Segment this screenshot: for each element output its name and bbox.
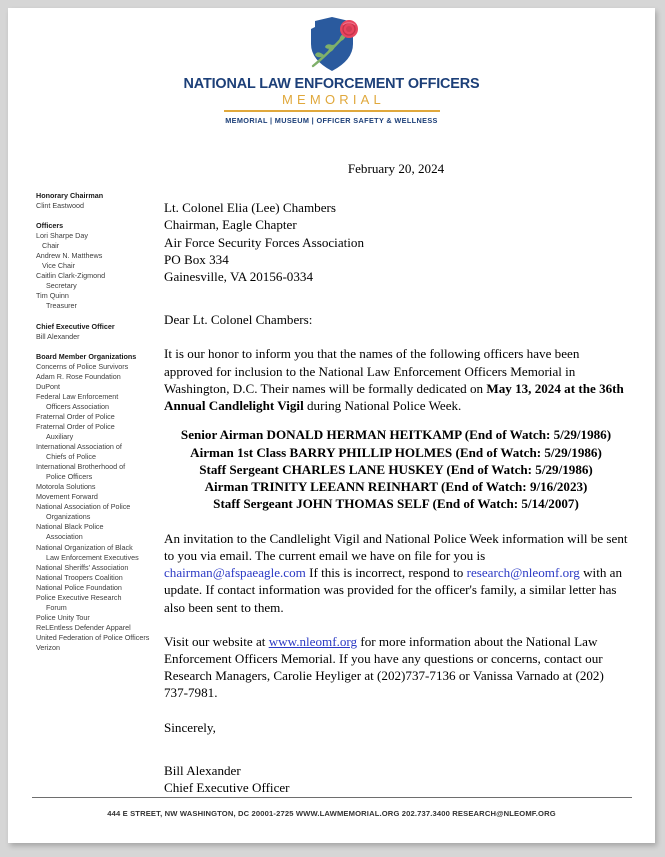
sidebar-entry: Verizon [36,642,60,652]
sidebar-entry: Federal Law Enforcement [36,391,119,401]
logo-subtitle: MEMORIAL [282,92,385,107]
para2-part2: If this is incorrect, respond to [305,565,467,581]
para3-part1: Visit our website at [164,633,269,649]
logo-divider [224,110,440,112]
sidebar-section-gap [36,312,158,322]
sidebar-entry: Tim Quinn [36,291,69,301]
sidebar-entry: National Sheriffs' Association [36,562,129,572]
footer-divider [32,797,632,798]
sidebar-entry: Concerns of Police Survivors [36,361,129,371]
address-line: Gainesville, VA 20156-0334 [164,269,313,285]
logo-badge [8,14,655,74]
sidebar-entry: National Police Foundation [36,582,122,592]
address-line: Air Force Security Forces Association [164,234,365,250]
sidebar-entry: International Association of [36,442,122,452]
sidebar-entry: Police Executive Research [36,592,122,602]
email-link-chairman[interactable]: chairman@afspaeagle.com [164,565,306,581]
sidebar-section-heading: Honorary Chairman [36,191,104,200]
para1-bold-date: May 13, 2024 at the 36th Annual Candlelight Vigil [164,380,624,414]
honoree-list [164,426,628,512]
sidebar-entry: Chiefs of Police [46,452,96,462]
sidebar-entry: International Brotherhood of [36,462,126,472]
paragraph-website [164,633,628,702]
sidebar-entry: Officers Association [46,401,109,411]
sidebar-entry: Vice Chair [42,261,76,271]
sidebar-entry: ReLEntless Defender Apparel [36,622,131,632]
para1-part1: It is our honor to inform you that the names of the following officers have been approved for inclusion to the National Law Enforcement Officers Memorial in Washington, D.C. Their names will be formally dedicated on [164,346,580,396]
sidebar-entry: Caitlin Clark-Zigmond [36,271,106,281]
sidebar-entry: National Association of Police [36,502,131,512]
footer-contact: 444 E STREET, NW WASHINGTON, DC 20001-2725 WWW.LAWMEMORIAL.ORG 202.737.3400 RESEARCH@NLEOMF.ORG [107,809,556,818]
logo-tagline: MEMORIAL | MUSEUM | OFFICER SAFETY & WELLNESS [225,115,438,125]
paragraph-invitation [164,530,628,616]
recipient-address [164,199,628,285]
sidebar-entry: Andrew N. Matthews [36,251,103,261]
sidebar-entry: National Troopers Coalition [36,572,123,582]
sidebar-section-heading: Officers [36,221,64,231]
signer-name: Bill Alexander [164,762,241,778]
sidebar-board-list [36,191,158,653]
signer-title: Chief Executive Officer [164,779,290,795]
sidebar-entry: Movement Forward [36,492,98,502]
website-link[interactable]: www.nleomf.org [268,633,358,649]
sidebar-entry: Lori Sharpe Day [36,231,88,241]
sidebar-entry: National Organization of Black [36,542,133,552]
sidebar-entry: Organizations [46,512,91,522]
sidebar-entry: DuPont [36,381,60,391]
sidebar-entry: Police Officers [46,472,93,482]
honoree-line: Staff Sergeant JOHN THOMAS SELF (End of Watch: 5/14/2007) [213,496,579,512]
salutation: Dear Lt. Colonel Chambers: [164,312,313,328]
para3-part2: for more information about the National Law Enforcement Officers Memorial. If you have any questions or concerns, contact our Research Managers, Carolie Heyliger at (202)737-7136 or Vanissa Varnado at (202) 737-7981. [164,633,604,701]
letter-body [164,160,628,796]
paragraph-approval [164,345,628,414]
sidebar-entry: Auxiliary [46,431,74,441]
sidebar-entry: United Federation of Police Officers [36,632,150,642]
sidebar-entry: Secretary [46,281,77,291]
sidebar-entry: Clint Eastwood [36,201,84,211]
sidebar-entry: Adam R. Rose Foundation [36,371,121,381]
para2-part1: An invitation to the Candlelight Vigil and National Police Week information will be sent to you via email. The current email we have on file for you is [164,530,628,563]
honoree-line: Staff Sergeant CHARLES LANE HUSKEY (End of Watch: 5/29/1986) [199,461,593,477]
sidebar-entry: Bill Alexander [36,331,80,341]
sidebar-section-heading: Chief Executive Officer [36,321,115,331]
letter-date: February 20, 2024 [347,161,445,176]
para2-part3: with an update. If contact information was provided for the officer's family, a similar letter has also been sent to them. [164,565,623,615]
logo-title: NATIONAL LAW ENFORCEMENT OFFICERS [183,76,480,92]
para1-part2: during National Police Week. [303,398,462,414]
sidebar-entry: Law Enforcement Executives [46,552,139,562]
sidebar-entry: Treasurer [46,301,77,311]
email-link-research[interactable]: research@nleomf.org [466,565,580,581]
sidebar-entry: Police Unity Tour [36,612,90,622]
sidebar-entry: National Black Police [36,522,104,532]
sidebar-entry: Chair [42,241,60,251]
address-line: PO Box 334 [164,251,229,267]
police-shield-rose-icon [297,14,367,74]
honoree-line: Senior Airman DONALD HERMAN HEITKAMP (End of Watch: 5/29/1986) [180,427,612,443]
sidebar-section-gap [36,342,158,352]
sidebar-entry: Motorola Solutions [36,482,96,492]
honoree-line: Airman TRINITY LEEANN REINHART (End of Watch: 9/16/2023) [204,479,588,495]
address-line: Lt. Colonel Elia (Lee) Chambers [164,200,336,216]
document-page [8,8,655,843]
sidebar-entry: Fraternal Order of Police [36,411,115,421]
sidebar-section-heading: Board Member Organizations [36,351,137,361]
closing: Sincerely, [164,719,216,735]
honoree-line: Airman 1st Class BARRY PHILLIP HOLMES (End of Watch: 5/29/1986) [190,444,602,460]
sidebar-section-gap [36,211,158,221]
sidebar-entry: Fraternal Order of Police [36,421,115,431]
letterhead [8,14,655,125]
address-line: Chairman, Eagle Chapter [164,217,297,233]
sidebar-entry: Association [46,532,83,542]
sidebar-entry: Forum [46,602,67,612]
